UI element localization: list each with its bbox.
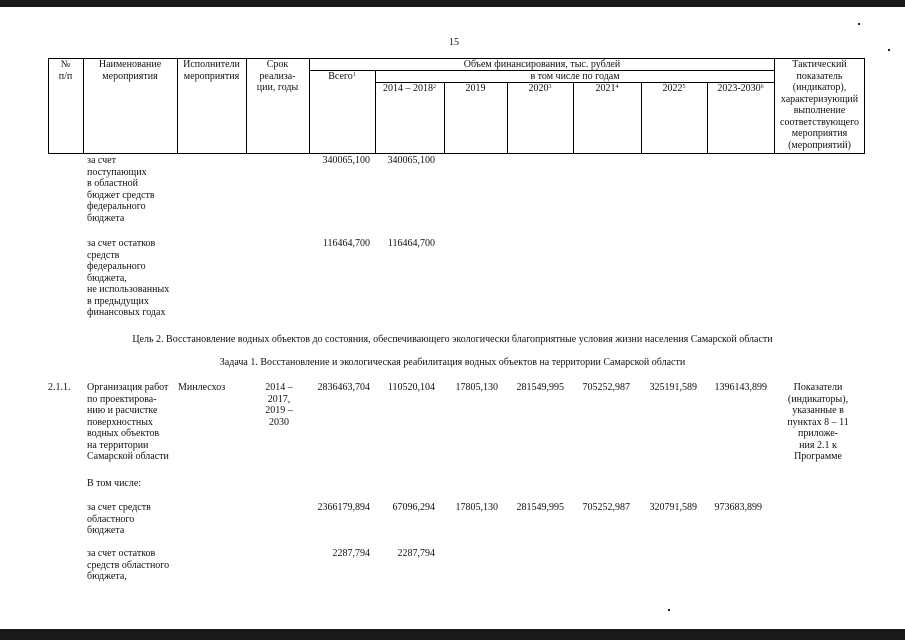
row-2-1-1-term: 2014 – 2017, 2019 – 2030 [265, 382, 293, 428]
scan-speck [858, 23, 860, 25]
row-federal-remains-2014-2018: 116464,700 [387, 238, 435, 249]
row-regional-budget-2014-2018: 67096,294 [392, 502, 435, 513]
row-federal-inflow-total: 340065,100 [322, 155, 370, 166]
row-regional-budget-name: за счет средств областного бюджета [87, 502, 151, 536]
row-federal-remains-name: за счет остатков средств федерального бюджета, не использованных в предыдущих финансовых годах [87, 238, 170, 318]
including-label: В том числе: [87, 478, 142, 489]
row-regional-budget-2021: 705252,987 [582, 502, 630, 513]
header-executors: Исполнители мероприятия [183, 59, 240, 82]
header-year-2021: 2021$^4$ [595, 83, 619, 94]
row-2-1-1-executor: Минлесхоз [178, 382, 226, 393]
header-year-2019: 2019 [465, 83, 486, 94]
page-number: 15 [449, 37, 459, 48]
scan-speck [888, 49, 890, 51]
row-regional-remains-name: за счет остатков средств областного бюджета, [87, 548, 170, 582]
row-2-1-1-total: 2836463,704 [317, 382, 370, 393]
row-federal-inflow-name: за счет поступающих в областной бюджет средств федерального бюджета [87, 155, 155, 224]
header-year-2023-2030: 2023-2030$^6$ [717, 83, 764, 94]
row-2-1-1-2019: 17805,130 [455, 382, 498, 393]
row-2-1-1-2023-2030: 1396143,899 [714, 382, 767, 393]
header-name: Наименование мероприятия [98, 59, 162, 82]
row-federal-remains-total: 116464,700 [322, 238, 370, 249]
row-2-1-1-2021: 705252,987 [582, 382, 630, 393]
row-2-1-1-num: 2.1.1. [48, 382, 71, 393]
header-year-2014-2018: 2014 – 2018$^2$ [383, 83, 436, 94]
scan-top-border [0, 0, 905, 7]
row-regional-remains-total: 2287,794 [332, 548, 370, 559]
task-1-heading: Задача 1. Восстановление и экологическая реабилитация водных объектов на территории Самарской области [219, 357, 686, 368]
row-regional-budget-total: 2366179,894 [317, 502, 370, 513]
header-financing: Объем финансирования, тыс. рублей [463, 59, 621, 70]
row-regional-budget-2022: 320791,589 [649, 502, 697, 513]
table-header [48, 58, 865, 154]
row-2-1-1-2022: 325191,589 [649, 382, 697, 393]
header-num: № п/п [58, 59, 73, 82]
row-federal-inflow-2014-2018: 340065,100 [387, 155, 435, 166]
scan-speck [668, 609, 670, 611]
header-by-years: в том числе по годам [530, 71, 620, 82]
header-term: Срок реализа- ции, годы [256, 59, 299, 93]
header-year-2022: 2022$^5$ [662, 83, 686, 94]
row-regional-budget-2019: 17805,130 [455, 502, 498, 513]
row-2-1-1-2014-2018: 110520,104 [387, 382, 435, 393]
row-regional-budget-2020: 281549,995 [516, 502, 564, 513]
scan-bottom-border [0, 629, 905, 640]
row-2-1-1-indicator: Показатели (индикаторы), указанные в пунктах 8 – 11 приложе- ния 2.1 к Программе [787, 382, 849, 462]
header-indicator: Тактический показатель (индикатор), характеризующий выполнение соответствующего мероприятия (мероприятий) [780, 59, 859, 151]
row-regional-budget-2023-2030: 973683,899 [714, 502, 762, 513]
row-2-1-1-2020: 281549,995 [516, 382, 564, 393]
header-year-2020: 2020$^3$ [528, 83, 552, 94]
goal-2-heading: Цель 2. Восстановление водных объектов до состояния, обеспечивающего экологически благоприятные условия жизни населения Самарской области [132, 334, 773, 345]
row-regional-remains-2014-2018: 2287,794 [397, 548, 435, 559]
header-total: Всего$^1$ [328, 71, 356, 82]
row-2-1-1-name: Организация работ по проектирова- нию и расчистке поверхностных водных объектов на территории Самарской области [87, 382, 169, 462]
